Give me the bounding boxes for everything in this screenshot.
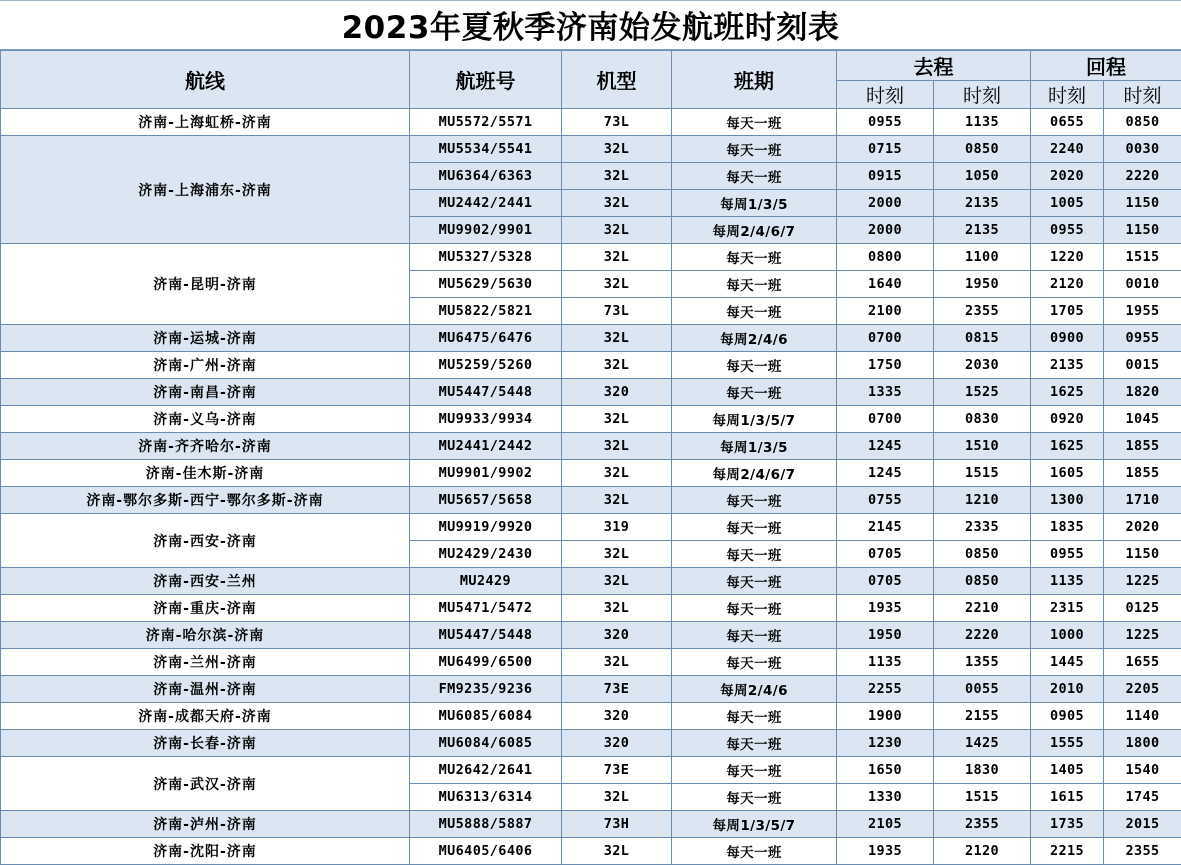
return-arrive-time[interactable]: 0015 xyxy=(1104,352,1181,379)
outbound-arrive-time[interactable]: 1135 xyxy=(934,109,1031,136)
flight-number-cell[interactable]: MU5888/5887 xyxy=(410,811,562,838)
route-cell[interactable]: 济南-沈阳-济南 xyxy=(1,838,410,865)
flight-number-cell[interactable]: MU5259/5260 xyxy=(410,352,562,379)
table-row xyxy=(1,244,1181,271)
return-depart-time[interactable]: 0655 xyxy=(1031,109,1104,136)
flight-number-cell[interactable]: MU5327/5328 xyxy=(410,244,562,271)
flight-number-cell[interactable]: MU5822/5821 xyxy=(410,298,562,325)
aircraft-cell[interactable]: 73E xyxy=(562,757,672,784)
schedule-cell[interactable]: 每天一班 xyxy=(672,109,837,136)
schedule-cell[interactable]: 每天一班 xyxy=(672,244,837,271)
return-arrive-time[interactable]: 1955 xyxy=(1104,298,1181,325)
outbound-arrive-time[interactable]: 1830 xyxy=(934,757,1031,784)
outbound-depart-time[interactable]: 1330 xyxy=(837,784,934,811)
return-arrive-time[interactable]: 1710 xyxy=(1104,487,1181,514)
aircraft-cell[interactable]: 320 xyxy=(562,703,672,730)
aircraft-cell[interactable]: 320 xyxy=(562,730,672,757)
outbound-depart-time[interactable]: 1650 xyxy=(837,757,934,784)
outbound-depart-time[interactable]: 2145 xyxy=(837,514,934,541)
aircraft-cell[interactable]: 32L xyxy=(562,649,672,676)
header-route: 航线 xyxy=(1,51,410,109)
outbound-arrive-time[interactable]: 1100 xyxy=(934,244,1031,271)
return-arrive-time[interactable]: 1515 xyxy=(1104,244,1181,271)
header-outbound-time-1: 时刻 xyxy=(837,81,934,109)
route-cell[interactable]: 济南-齐齐哈尔-济南 xyxy=(1,433,410,460)
route-cell[interactable]: 济南-成都天府-济南 xyxy=(1,703,410,730)
header-return-time-2: 时刻 xyxy=(1104,81,1181,109)
flight-number-cell[interactable]: MU5471/5472 xyxy=(410,595,562,622)
route-cell[interactable]: 济南-泸州-济南 xyxy=(1,811,410,838)
outbound-depart-time[interactable]: 2255 xyxy=(837,676,934,703)
return-arrive-time[interactable]: 1150 xyxy=(1104,541,1181,568)
return-arrive-time[interactable]: 1800 xyxy=(1104,730,1181,757)
outbound-arrive-time[interactable]: 0850 xyxy=(934,568,1031,595)
outbound-arrive-time[interactable]: 0850 xyxy=(934,541,1031,568)
outbound-depart-time[interactable]: 1900 xyxy=(837,703,934,730)
flight-number-cell[interactable]: MU9901/9902 xyxy=(410,460,562,487)
route-cell[interactable]: 济南-哈尔滨-济南 xyxy=(1,622,410,649)
schedule-cell[interactable]: 每天一班 xyxy=(672,271,837,298)
route-cell[interactable]: 济南-西安-兰州 xyxy=(1,568,410,595)
return-depart-time[interactable]: 1300 xyxy=(1031,487,1104,514)
outbound-arrive-time[interactable]: 2335 xyxy=(934,514,1031,541)
schedule-cell[interactable]: 每天一班 xyxy=(672,838,837,865)
table-row xyxy=(1,487,1181,514)
table-row xyxy=(1,757,1181,784)
outbound-depart-time[interactable]: 1950 xyxy=(837,622,934,649)
schedule-cell[interactable]: 每周2/4/6/7 xyxy=(672,217,837,244)
page-title: 2023年夏秋季济南始发航班时刻表 xyxy=(0,0,1181,50)
outbound-arrive-time[interactable]: 1950 xyxy=(934,271,1031,298)
flight-number-cell[interactable]: MU2442/2441 xyxy=(410,190,562,217)
return-depart-time[interactable]: 1555 xyxy=(1031,730,1104,757)
return-arrive-time[interactable]: 1855 xyxy=(1104,433,1181,460)
return-arrive-time[interactable]: 2205 xyxy=(1104,676,1181,703)
return-depart-time[interactable]: 2010 xyxy=(1031,676,1104,703)
flight-number-cell[interactable]: MU9933/9934 xyxy=(410,406,562,433)
return-depart-time[interactable]: 1220 xyxy=(1031,244,1104,271)
outbound-depart-time[interactable]: 0955 xyxy=(837,109,934,136)
aircraft-cell[interactable]: 32L xyxy=(562,136,672,163)
outbound-arrive-time[interactable]: 1425 xyxy=(934,730,1031,757)
return-depart-time[interactable]: 1405 xyxy=(1031,757,1104,784)
flight-number-cell[interactable]: MU2441/2442 xyxy=(410,433,562,460)
outbound-arrive-time[interactable]: 1515 xyxy=(934,460,1031,487)
schedule-cell[interactable]: 每天一班 xyxy=(672,298,837,325)
aircraft-cell[interactable]: 32L xyxy=(562,568,672,595)
return-arrive-time[interactable]: 1140 xyxy=(1104,703,1181,730)
flight-number-cell[interactable]: MU6405/6406 xyxy=(410,838,562,865)
aircraft-cell[interactable]: 32L xyxy=(562,271,672,298)
outbound-arrive-time[interactable]: 2355 xyxy=(934,298,1031,325)
flight-number-cell[interactable]: MU9919/9920 xyxy=(410,514,562,541)
outbound-depart-time[interactable]: 0700 xyxy=(837,325,934,352)
schedule-cell[interactable]: 每周2/4/6 xyxy=(672,676,837,703)
flight-number-cell[interactable]: MU5447/5448 xyxy=(410,622,562,649)
return-arrive-time[interactable]: 1225 xyxy=(1104,622,1181,649)
aircraft-cell[interactable]: 32L xyxy=(562,487,672,514)
return-arrive-time[interactable]: 0850 xyxy=(1104,109,1181,136)
flight-number-cell[interactable]: MU5629/5630 xyxy=(410,271,562,298)
outbound-arrive-time[interactable]: 2030 xyxy=(934,352,1031,379)
schedule-cell[interactable]: 每天一班 xyxy=(672,136,837,163)
aircraft-cell[interactable]: 32L xyxy=(562,244,672,271)
schedule-cell[interactable]: 每天一班 xyxy=(672,595,837,622)
schedule-cell[interactable]: 每天一班 xyxy=(672,622,837,649)
schedule-cell[interactable]: 每周2/4/6 xyxy=(672,325,837,352)
return-depart-time[interactable]: 1605 xyxy=(1031,460,1104,487)
aircraft-cell[interactable]: 32L xyxy=(562,838,672,865)
outbound-depart-time[interactable]: 1335 xyxy=(837,379,934,406)
aircraft-cell[interactable]: 32L xyxy=(562,217,672,244)
aircraft-cell[interactable]: 320 xyxy=(562,379,672,406)
schedule-cell[interactable]: 每天一班 xyxy=(672,541,837,568)
header-schedule: 班期 xyxy=(672,51,837,109)
table-row xyxy=(1,703,1181,730)
outbound-depart-time[interactable]: 0755 xyxy=(837,487,934,514)
route-cell[interactable]: 济南-重庆-济南 xyxy=(1,595,410,622)
return-depart-time[interactable]: 1445 xyxy=(1031,649,1104,676)
return-arrive-time[interactable]: 0030 xyxy=(1104,136,1181,163)
route-cell[interactable]: 济南-佳木斯-济南 xyxy=(1,460,410,487)
route-cell[interactable]: 济南-南昌-济南 xyxy=(1,379,410,406)
return-arrive-time[interactable]: 0125 xyxy=(1104,595,1181,622)
return-depart-time[interactable]: 1625 xyxy=(1031,379,1104,406)
outbound-arrive-time[interactable]: 2355 xyxy=(934,811,1031,838)
outbound-depart-time[interactable]: 2105 xyxy=(837,811,934,838)
return-depart-time[interactable]: 2020 xyxy=(1031,163,1104,190)
header-outbound-time-2: 时刻 xyxy=(934,81,1031,109)
outbound-arrive-time[interactable]: 1515 xyxy=(934,784,1031,811)
outbound-arrive-time[interactable]: 2135 xyxy=(934,217,1031,244)
flight-number-cell[interactable]: FM9235/9236 xyxy=(410,676,562,703)
flight-number-cell[interactable]: MU5657/5658 xyxy=(410,487,562,514)
table-row xyxy=(1,406,1181,433)
schedule-cell[interactable]: 每天一班 xyxy=(672,514,837,541)
return-depart-time[interactable]: 2215 xyxy=(1031,838,1104,865)
schedule-cell[interactable]: 每周1/3/5 xyxy=(672,190,837,217)
route-cell[interactable]: 济南-昆明-济南 xyxy=(1,244,410,325)
outbound-arrive-time[interactable]: 0815 xyxy=(934,325,1031,352)
outbound-depart-time[interactable]: 0800 xyxy=(837,244,934,271)
route-cell[interactable]: 济南-温州-济南 xyxy=(1,676,410,703)
schedule-cell[interactable]: 每周1/3/5 xyxy=(672,433,837,460)
schedule-cell[interactable]: 每天一班 xyxy=(672,730,837,757)
table-row xyxy=(1,379,1181,406)
return-depart-time[interactable]: 2315 xyxy=(1031,595,1104,622)
route-cell[interactable]: 济南-兰州-济南 xyxy=(1,649,410,676)
return-depart-time[interactable]: 1625 xyxy=(1031,433,1104,460)
return-arrive-time[interactable]: 2220 xyxy=(1104,163,1181,190)
return-arrive-time[interactable]: 2020 xyxy=(1104,514,1181,541)
outbound-depart-time[interactable]: 1640 xyxy=(837,271,934,298)
route-cell[interactable]: 济南-鄂尔多斯-西宁-鄂尔多斯-济南 xyxy=(1,487,410,514)
return-arrive-time[interactable]: 2355 xyxy=(1104,838,1181,865)
outbound-depart-time[interactable]: 2000 xyxy=(837,190,934,217)
flight-number-cell[interactable]: MU5447/5448 xyxy=(410,379,562,406)
schedule-cell[interactable]: 每周1/3/5/7 xyxy=(672,811,837,838)
flight-number-cell[interactable]: MU2429 xyxy=(410,568,562,595)
schedule-cell[interactable]: 每天一班 xyxy=(672,487,837,514)
aircraft-cell[interactable]: 32L xyxy=(562,163,672,190)
return-arrive-time[interactable]: 1150 xyxy=(1104,217,1181,244)
route-cell[interactable]: 济南-上海浦东-济南 xyxy=(1,136,410,244)
route-cell[interactable]: 济南-义乌-济南 xyxy=(1,406,410,433)
route-cell[interactable]: 济南-广州-济南 xyxy=(1,352,410,379)
aircraft-cell[interactable]: 73H xyxy=(562,811,672,838)
schedule-cell[interactable]: 每天一班 xyxy=(672,784,837,811)
table-row xyxy=(1,595,1181,622)
return-depart-time[interactable]: 0905 xyxy=(1031,703,1104,730)
table-row xyxy=(1,838,1181,865)
outbound-arrive-time[interactable]: 1050 xyxy=(934,163,1031,190)
return-depart-time[interactable]: 1735 xyxy=(1031,811,1104,838)
outbound-arrive-time[interactable]: 0850 xyxy=(934,136,1031,163)
aircraft-cell[interactable]: 73E xyxy=(562,676,672,703)
route-cell[interactable]: 济南-运城-济南 xyxy=(1,325,410,352)
return-arrive-time[interactable]: 1820 xyxy=(1104,379,1181,406)
return-arrive-time[interactable]: 2015 xyxy=(1104,811,1181,838)
outbound-depart-time[interactable]: 1935 xyxy=(837,838,934,865)
flight-number-cell[interactable]: MU6475/6476 xyxy=(410,325,562,352)
route-cell[interactable]: 济南-上海虹桥-济南 xyxy=(1,109,410,136)
return-arrive-time[interactable]: 1855 xyxy=(1104,460,1181,487)
header-aircraft: 机型 xyxy=(562,51,672,109)
return-arrive-time[interactable]: 1540 xyxy=(1104,757,1181,784)
outbound-arrive-time[interactable]: 2120 xyxy=(934,838,1031,865)
return-depart-time[interactable]: 2120 xyxy=(1031,271,1104,298)
return-depart-time[interactable]: 2135 xyxy=(1031,352,1104,379)
schedule-cell[interactable]: 每天一班 xyxy=(672,352,837,379)
aircraft-cell[interactable]: 32L xyxy=(562,406,672,433)
outbound-depart-time[interactable]: 0705 xyxy=(837,568,934,595)
route-cell[interactable]: 济南-西安-济南 xyxy=(1,514,410,568)
outbound-arrive-time[interactable]: 2210 xyxy=(934,595,1031,622)
outbound-arrive-time[interactable]: 1510 xyxy=(934,433,1031,460)
table-row xyxy=(1,460,1181,487)
outbound-arrive-time[interactable]: 0830 xyxy=(934,406,1031,433)
table-row xyxy=(1,622,1181,649)
outbound-depart-time[interactable]: 0705 xyxy=(837,541,934,568)
outbound-arrive-time[interactable]: 1525 xyxy=(934,379,1031,406)
aircraft-cell[interactable]: 32L xyxy=(562,190,672,217)
aircraft-cell[interactable]: 32L xyxy=(562,541,672,568)
flight-number-cell[interactable]: MU5534/5541 xyxy=(410,136,562,163)
aircraft-cell[interactable]: 319 xyxy=(562,514,672,541)
flight-number-cell[interactable]: MU6364/6363 xyxy=(410,163,562,190)
return-depart-time[interactable]: 1615 xyxy=(1031,784,1104,811)
schedule-cell[interactable]: 每天一班 xyxy=(672,757,837,784)
table-row xyxy=(1,433,1181,460)
outbound-arrive-time[interactable]: 2135 xyxy=(934,190,1031,217)
table-row xyxy=(1,136,1181,163)
return-depart-time[interactable]: 1005 xyxy=(1031,190,1104,217)
schedule-cell[interactable]: 每天一班 xyxy=(672,703,837,730)
table-row xyxy=(1,109,1181,136)
return-depart-time[interactable]: 0955 xyxy=(1031,217,1104,244)
header-return: 回程 xyxy=(1031,51,1181,81)
outbound-depart-time[interactable]: 0715 xyxy=(837,136,934,163)
aircraft-cell[interactable]: 32L xyxy=(562,460,672,487)
return-depart-time[interactable]: 2240 xyxy=(1031,136,1104,163)
return-arrive-time[interactable]: 1655 xyxy=(1104,649,1181,676)
outbound-arrive-time[interactable]: 1355 xyxy=(934,649,1031,676)
schedule-cell[interactable]: 每周2/4/6/7 xyxy=(672,460,837,487)
return-depart-time[interactable]: 0955 xyxy=(1031,541,1104,568)
table-row xyxy=(1,730,1181,757)
schedule-cell[interactable]: 每天一班 xyxy=(672,163,837,190)
flight-number-cell[interactable]: MU6085/6084 xyxy=(410,703,562,730)
aircraft-cell[interactable]: 32L xyxy=(562,784,672,811)
aircraft-cell[interactable]: 73L xyxy=(562,109,672,136)
return-depart-time[interactable]: 1705 xyxy=(1031,298,1104,325)
flight-number-cell[interactable]: MU6499/6500 xyxy=(410,649,562,676)
return-depart-time[interactable]: 1135 xyxy=(1031,568,1104,595)
aircraft-cell[interactable]: 32L xyxy=(562,595,672,622)
aircraft-cell[interactable]: 32L xyxy=(562,325,672,352)
outbound-arrive-time[interactable]: 0055 xyxy=(934,676,1031,703)
flight-schedule-table xyxy=(0,50,1181,865)
schedule-cell[interactable]: 每天一班 xyxy=(672,649,837,676)
flight-number-cell[interactable]: MU6084/6085 xyxy=(410,730,562,757)
table-row xyxy=(1,676,1181,703)
outbound-depart-time[interactable]: 1135 xyxy=(837,649,934,676)
outbound-arrive-time[interactable]: 1210 xyxy=(934,487,1031,514)
outbound-depart-time[interactable]: 0700 xyxy=(837,406,934,433)
table-row xyxy=(1,325,1181,352)
return-depart-time[interactable]: 1835 xyxy=(1031,514,1104,541)
return-arrive-time[interactable]: 0010 xyxy=(1104,271,1181,298)
outbound-arrive-time[interactable]: 2155 xyxy=(934,703,1031,730)
return-depart-time[interactable]: 0900 xyxy=(1031,325,1104,352)
outbound-depart-time[interactable]: 1230 xyxy=(837,730,934,757)
header-outbound: 去程 xyxy=(837,51,1031,81)
schedule-cell[interactable]: 每天一班 xyxy=(672,379,837,406)
outbound-depart-time[interactable]: 1245 xyxy=(837,460,934,487)
outbound-depart-time[interactable]: 0915 xyxy=(837,163,934,190)
outbound-depart-time[interactable]: 2000 xyxy=(837,217,934,244)
outbound-depart-time[interactable]: 2100 xyxy=(837,298,934,325)
outbound-arrive-time[interactable]: 2220 xyxy=(934,622,1031,649)
return-arrive-time[interactable]: 1150 xyxy=(1104,190,1181,217)
flight-number-cell[interactable]: MU9902/9901 xyxy=(410,217,562,244)
flight-number-cell[interactable]: MU6313/6314 xyxy=(410,784,562,811)
aircraft-cell[interactable]: 320 xyxy=(562,622,672,649)
table-row xyxy=(1,352,1181,379)
schedule-cell[interactable]: 每周1/3/5/7 xyxy=(672,406,837,433)
route-cell[interactable]: 济南-长春-济南 xyxy=(1,730,410,757)
outbound-depart-time[interactable]: 1750 xyxy=(837,352,934,379)
flight-number-cell[interactable]: MU2429/2430 xyxy=(410,541,562,568)
return-depart-time[interactable]: 0920 xyxy=(1031,406,1104,433)
route-cell[interactable]: 济南-武汉-济南 xyxy=(1,757,410,811)
table-row xyxy=(1,514,1181,541)
table-row xyxy=(1,811,1181,838)
table-row xyxy=(1,649,1181,676)
outbound-depart-time[interactable]: 1245 xyxy=(837,433,934,460)
table-row xyxy=(1,568,1181,595)
aircraft-cell[interactable]: 32L xyxy=(562,433,672,460)
schedule-cell[interactable]: 每天一班 xyxy=(672,568,837,595)
schedule-body xyxy=(1,109,1181,865)
flight-number-cell[interactable]: MU5572/5571 xyxy=(410,109,562,136)
flight-number-cell[interactable]: MU2642/2641 xyxy=(410,757,562,784)
header-flight-number: 航班号 xyxy=(410,51,562,109)
header-return-time-1: 时刻 xyxy=(1031,81,1104,109)
outbound-depart-time[interactable]: 1935 xyxy=(837,595,934,622)
return-arrive-time[interactable]: 1225 xyxy=(1104,568,1181,595)
return-arrive-time[interactable]: 0955 xyxy=(1104,325,1181,352)
return-arrive-time[interactable]: 1045 xyxy=(1104,406,1181,433)
return-depart-time[interactable]: 1000 xyxy=(1031,622,1104,649)
aircraft-cell[interactable]: 32L xyxy=(562,352,672,379)
return-arrive-time[interactable]: 1745 xyxy=(1104,784,1181,811)
aircraft-cell[interactable]: 73L xyxy=(562,298,672,325)
